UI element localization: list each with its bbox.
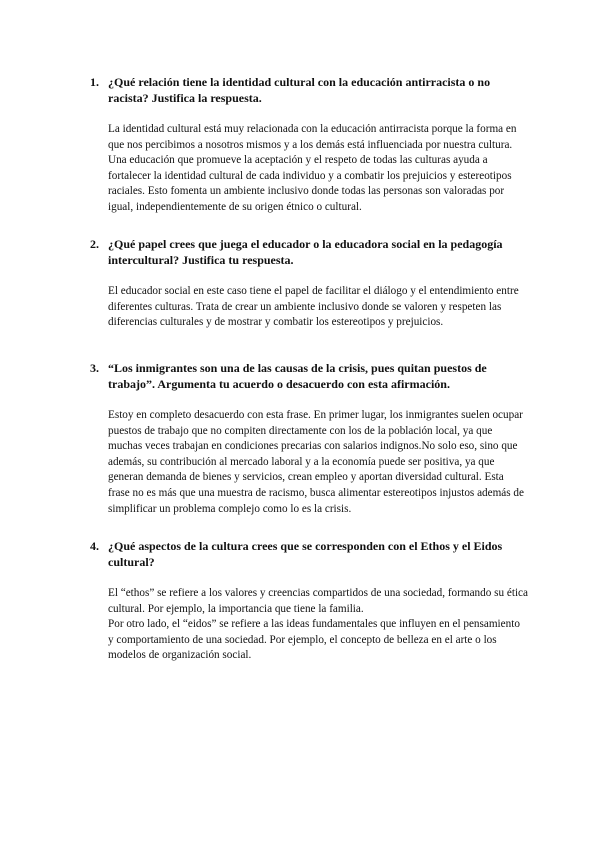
question-block-1 [90,74,528,216]
answer-text [108,586,528,664]
question-block-4 [90,538,528,664]
question-number: 1. [90,75,99,89]
question-block-2 [90,236,528,331]
answer-paragraph: El educador social en este caso tiene el papel de facilitar el diálogo y el entendimiento entre diferentes culturas. Trata de crear un ambiente inclusivo donde se valoren y respeten las diferencias culturales y de mostrar y combatir los estereotipos y prejuicios. [108,285,519,329]
answer-paragraph: Estoy en completo desacuerdo con esta frase. En primer lugar, los inmigrantes suelen ocupar puestos de trabajo que no compiten directamente con los de la población local, ya que muchas veces trabajan en condiciones precarias con salarios indignos.No solo eso, sino que además, su contribución al mercado laboral y a la economía puede ser positiva, ya que generan demanda de bienes y servicios, crean empleo y aportan diversidad cultural. Esta frase no es más que una muestra de racismo, busca alimentar estereotipos injustos además de simplificar un problema complejo como lo es la crisis. [108,409,524,515]
answer-paragraph: Por otro lado, el “eidos” se refiere a las ideas fundamentales que influyen en el pensamiento y comportamiento de una sociedad. Por ejemplo, el concepto de belleza en el arte o los modelos de organización social. [108,618,520,662]
answer-paragraph: El “ethos” se refiere a los valores y creencias compartidos de una sociedad, formando su ética cultural. Por ejemplo, la importancia que tiene la familia. [108,587,528,615]
answer-paragraph: La identidad cultural está muy relacionada con la educación antirracista porque la forma en que nos percibimos a nosotros mismos y a los demás está influenciada por nuestra cultura. Una educación que promueve la aceptación y el respeto de todas las culturas ayuda a fortalecer la identidad cultural de cada individuo y a combatir los prejuicios y estereotipos raciales. Esto fomenta un ambiente inclusivo donde todas las personas son valoradas por igual, independientemente de su origen étnico o cultural. [108,123,517,213]
question-number: 3. [90,361,99,375]
question-number: 4. [90,539,99,553]
answer-text [108,284,528,331]
answer-text [108,408,528,517]
question-text: ¿Qué relación tiene la identidad cultural con la educación antirracista o no racista? Justifica la respuesta. [108,75,491,105]
question-block-3 [90,360,528,517]
question-text: ¿Qué papel crees que juega el educador o la educadora social en la pedagogía intercultural? Justifica tu respuesta. [108,237,503,267]
answer-text [108,122,528,216]
question-number: 2. [90,237,99,251]
question-text: ¿Qué aspectos de la cultura crees que se corresponden con el Ethos y el Eidos cultural? [108,539,503,569]
question-text: “Los inmigrantes son una de las causas de la crisis, pues quitan puestos de trabajo”. Argumenta tu acuerdo o desacuerdo con esta afirmación. [108,361,487,391]
